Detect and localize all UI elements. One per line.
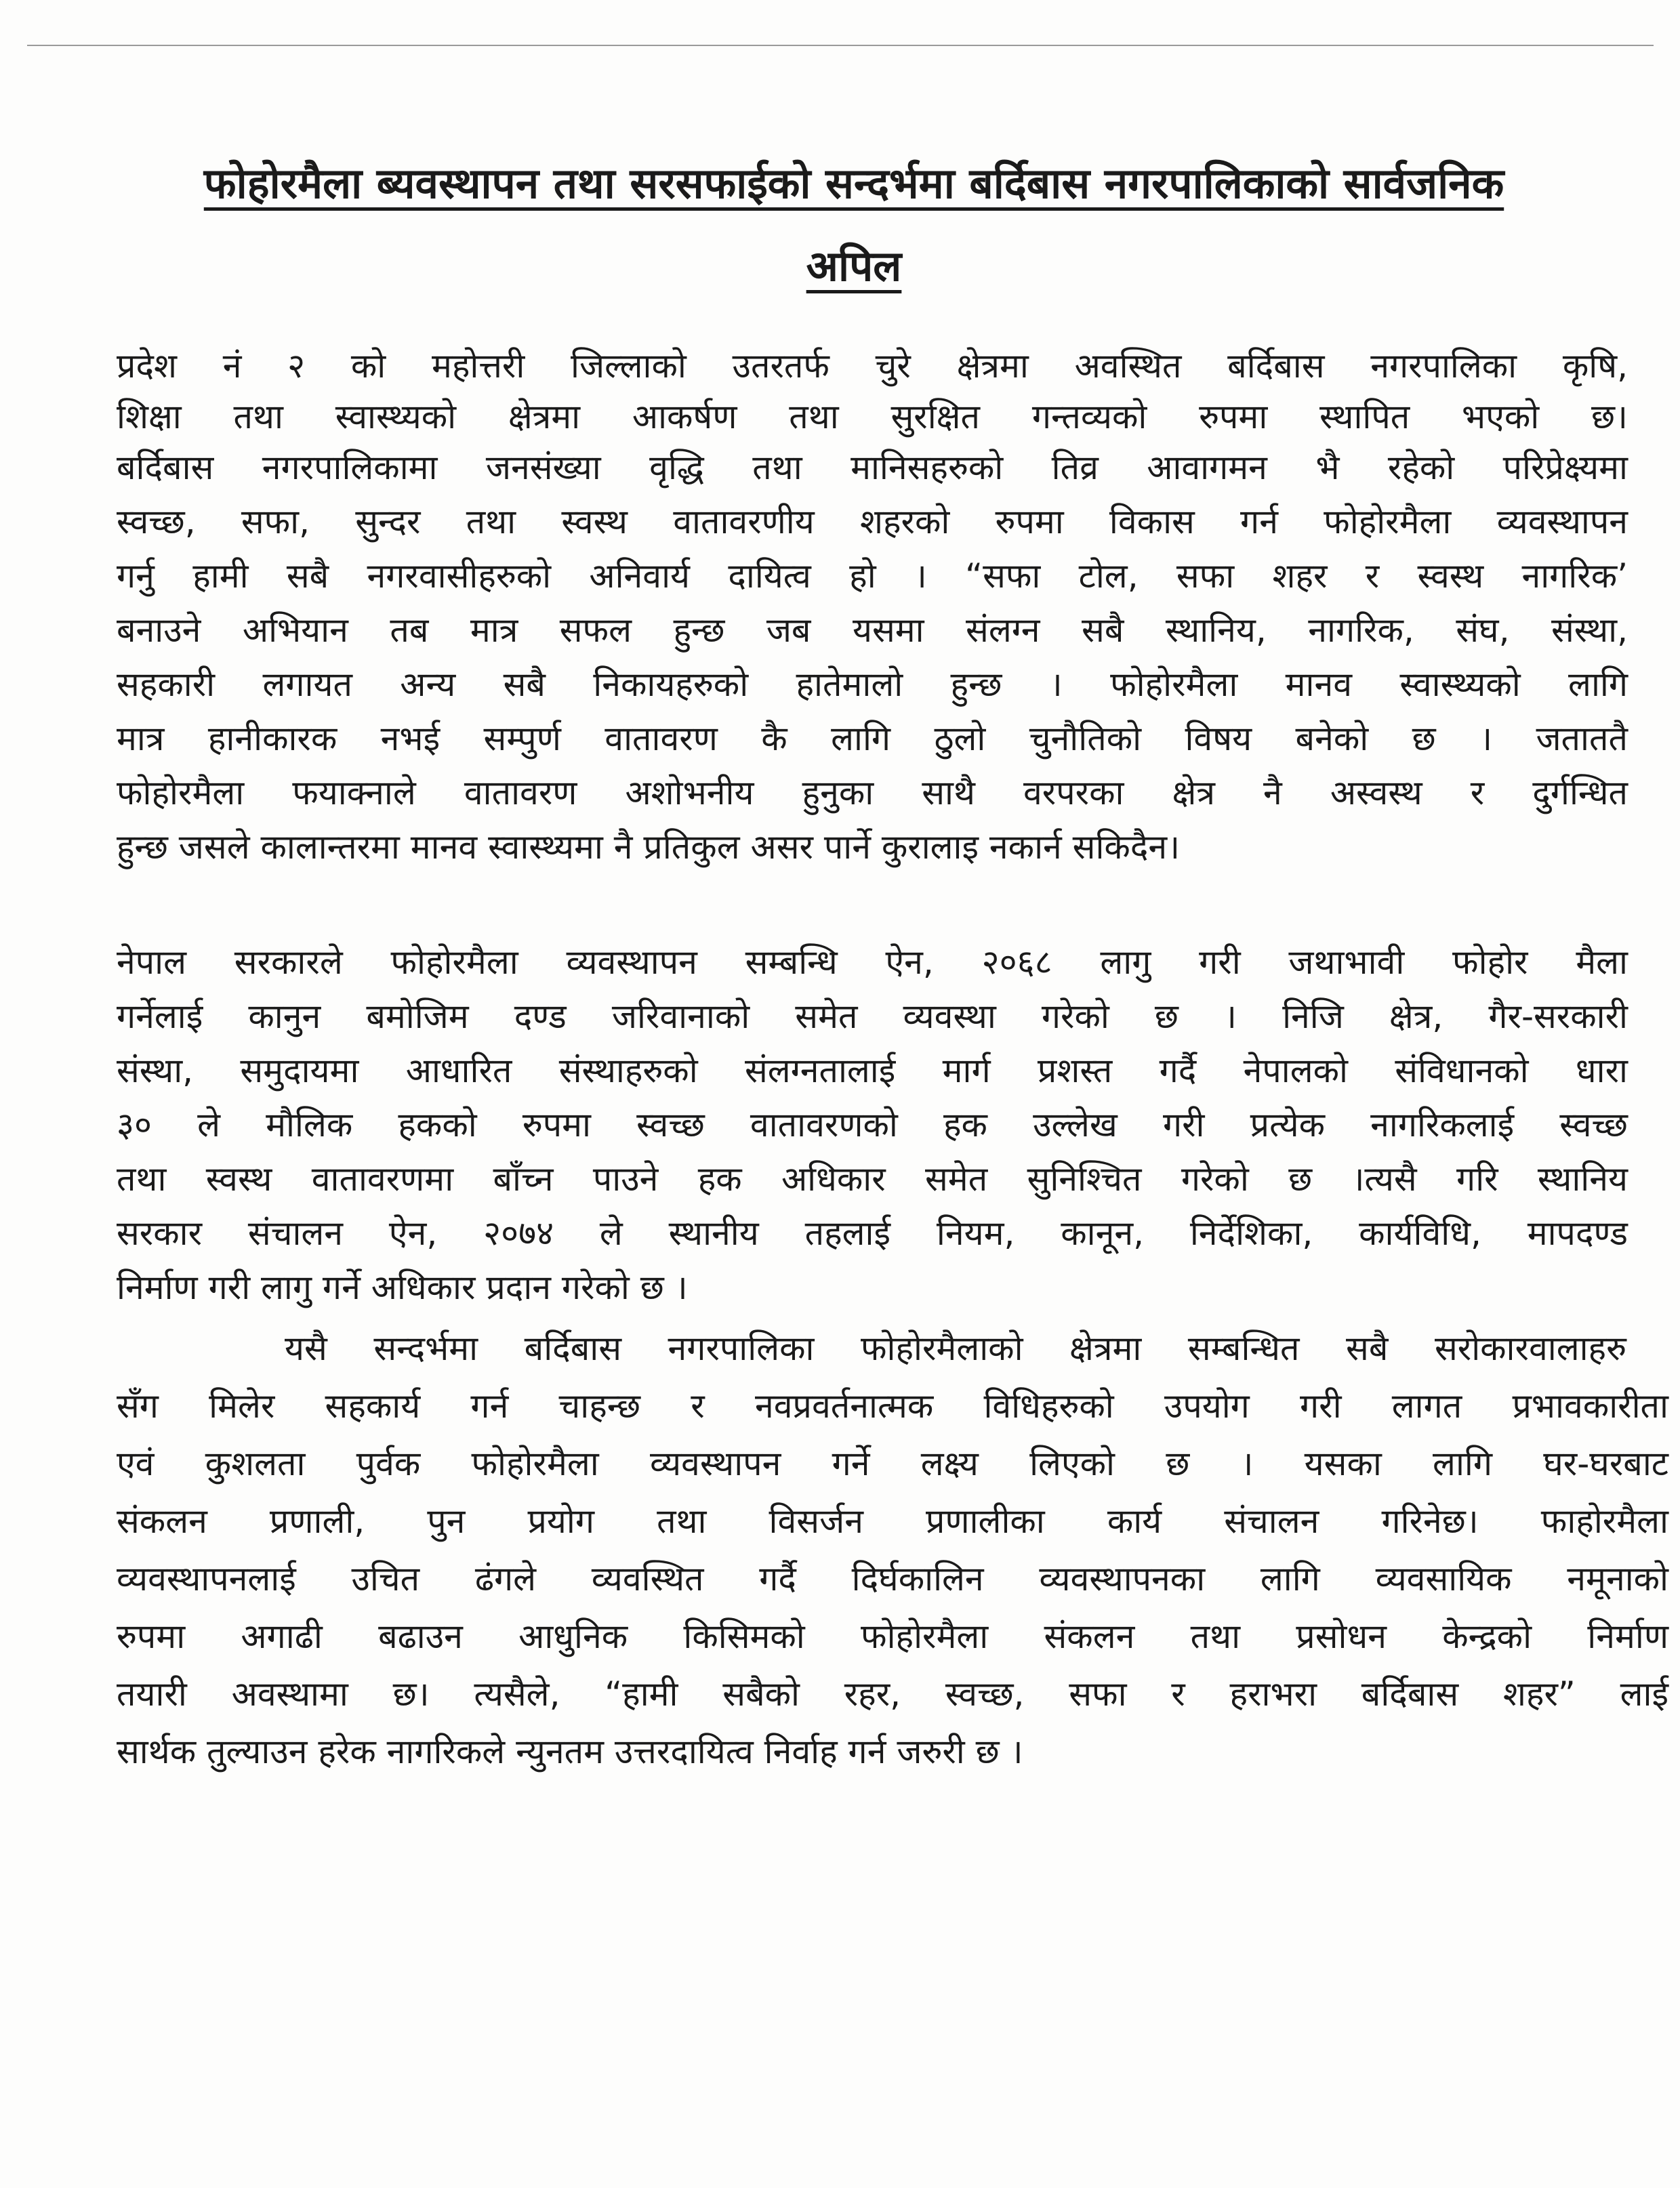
paragraph-1-line: फोहोरमैला फयाक्नाले वातावरण अशोभनीय हुनुका साथै वरपरका क्षेत्र नै अस्वस्थ र दुर्गन्धित	[117, 773, 1628, 812]
paragraph-2-line: ३० ले मौलिक हकको रुपमा स्वच्छ वातावरणको हक उल्लेख गरी प्रत्येक नागरिकलाई स्वच्छ	[117, 1105, 1628, 1144]
paragraph-1-line: मात्र हानीकारक नभई सम्पुर्ण वातावरण कै लागि ठुलो चुनौतिको विषय बनेको छ । जताततै	[117, 719, 1628, 758]
paragraph-1-line: हुन्छ जसले कालान्तरमा मानव स्वास्थ्यमा नै प्रतिकुल असर पार्ने कुरालाइ नकार्न सकिदैन।	[117, 827, 1181, 867]
paragraph-3-line: तयारी अवस्थामा छ। त्यसैले, “हामी सबैको रहर, स्वच्छ, सफा र हराभरा बर्दिबास शहर” लाई	[117, 1674, 1668, 1714]
paragraph-1-line: प्रदेश नं २ को महोत्तरी जिल्लाको उतरतर्फ चुरे क्षेत्रमा अवस्थित बर्दिबास नगरपालिका कृषि,	[117, 346, 1628, 386]
paragraph-1-line: सहकारी लगायत अन्य सबै निकायहरुको हातेमालो हुन्छ । फोहोरमैला मानव स्वास्थ्यको लागि	[117, 665, 1628, 704]
paragraph-2-line: सरकार संचालन ऐन, २०७४ ले स्थानीय तहलाई नियम, कानून, निर्देशिका, कार्यविधि, मापदण्ड	[117, 1214, 1628, 1253]
paragraph-3-line: रुपमा अगाढी बढाउन आधुनिक किसिमको फोहोरमैला संकलन तथा प्रसोधन केन्द्रको निर्माण	[117, 1617, 1668, 1656]
title-line-2: अपिल	[806, 241, 902, 291]
paragraph-2-line: तथा स्वस्थ वातावरणमा बाँच्न पाउने हक अधिकार समेत सुनिश्चित गरेको छ ।त्यसै गरि स्थानिय	[117, 1159, 1628, 1199]
paragraph-1-line: बर्दिबास नगरपालिकामा जनसंख्या वृद्धि तथा मानिसहरुको तिव्र आवागमन भै रहेको परिप्रेक्ष्यमा	[117, 448, 1628, 487]
paragraph-1-line: स्वच्छ, सफा, सुन्दर तथा स्वस्थ वातावरणीय शहरको रुपमा विकास गर्न फोहोरमैला व्यवस्थापन	[117, 502, 1628, 541]
paragraph-3-line: व्यवस्थापनलाई उचित ढंगले व्यवस्थित गर्दै दिर्घकालिन व्यवस्थापनका लागि व्यवसायिक नमूनाको	[117, 1559, 1668, 1598]
paragraph-2-line: निर्माण गरी लागु गर्ने अधिकार प्रदान गरेको छ ।	[117, 1268, 688, 1307]
paragraph-1-line: गर्नु हामी सबै नगरवासीहरुको अनिवार्य दायित्व हो । “सफा टोल, सफा शहर र स्वस्थ नागरिक’	[117, 556, 1628, 596]
paragraph-3-line: संकलन प्रणाली, पुन प्रयोग तथा विसर्जन प्रणालीका कार्य संचालन गरिनेछ। फाहोरमैला	[117, 1502, 1668, 1541]
paragraph-2-line: गर्नेलाई कानुन बमोजिम दण्ड जरिवानाको समेत व्यवस्था गरेको छ । निजि क्षेत्र, गैर-सरकारी	[117, 997, 1628, 1036]
paragraph-3-line: यसै सन्दर्भमा बर्दिबास नगरपालिका फोहोरमैलाको क्षेत्रमा सम्बन्धित सबै सरोकारवालाहरु	[285, 1329, 1626, 1368]
paragraph-2-line: संस्था, समुदायमा आधारित संस्थाहरुको संलग्नतालाई मार्ग प्रशस्त गर्दै नेपालको संविधानको धारा	[117, 1051, 1628, 1090]
paragraph-2-line: नेपाल सरकारले फोहोरमैला व्यवस्थापन सम्बन्धि ऐन, २०६८ लागु गरी जथाभावी फोहोर मैला	[117, 943, 1628, 982]
document-title	[102, 142, 1606, 308]
paragraph-3-line: एवं कुशलता पुर्वक फोहोरमैला व्यवस्थापन गर्ने लक्ष्य लिएको छ । यसका लागि घर-घरबाट	[117, 1444, 1668, 1483]
paragraph-1-line: बनाउने अभियान तब मात्र सफल हुन्छ जब यसमा संलग्न सबै स्थानिय, नागरिक, संघ, संस्था,	[117, 611, 1628, 650]
paragraph-3-line: सार्थक तुल्याउन हरेक नागरिकले न्युनतम उत्तरदायित्व निर्वाह गर्न जरुरी छ ।	[117, 1732, 1023, 1771]
paragraph-1-line: शिक्षा तथा स्वास्थ्यको क्षेत्रमा आकर्षण तथा सुरक्षित गन्तव्यको रुपमा स्थापित भएको छ।	[117, 397, 1628, 436]
top-divider	[27, 45, 1654, 46]
title-line-1: फोहोरमैला ब्यवस्थापन तथा सरसफाईको सन्दर्भमा बर्दिबास नगरपालिकाको सार्वजनिक	[203, 159, 1504, 208]
paragraph-3-line: सँग मिलेर सहकार्य गर्न चाहन्छ र नवप्रवर्तनात्मक विधिहरुको उपयोग गरी लागत प्रभावकारीता	[117, 1386, 1668, 1426]
